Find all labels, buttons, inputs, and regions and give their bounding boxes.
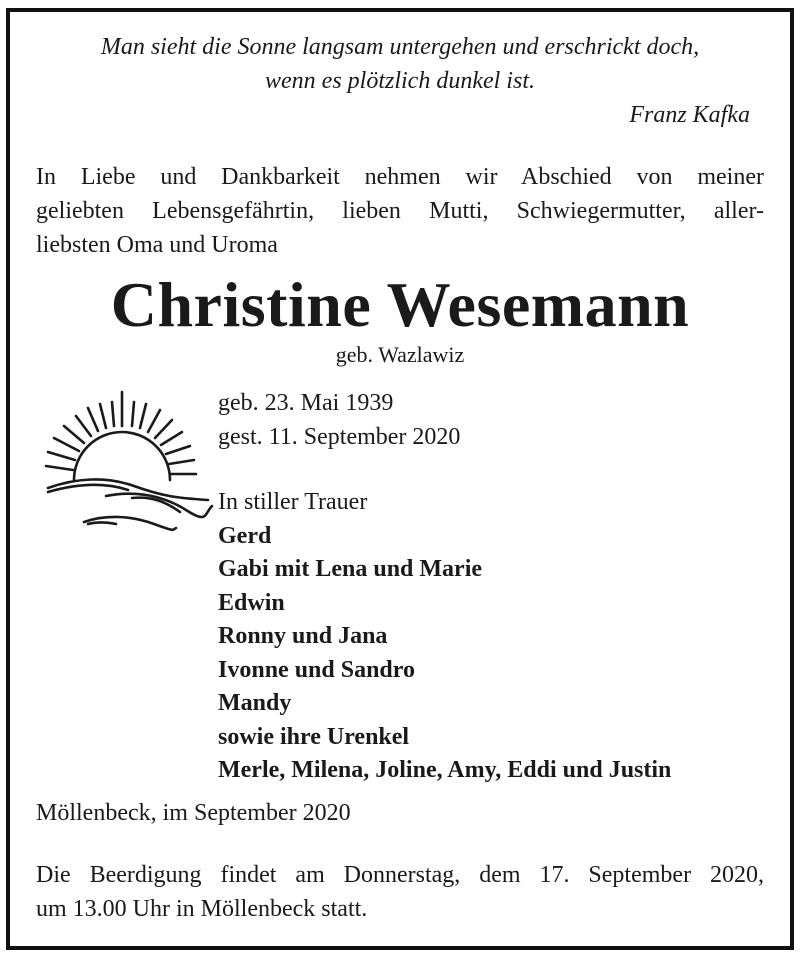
intro-line-3: liebsten Oma und Uroma	[36, 232, 278, 258]
intro-text	[36, 160, 764, 262]
mourner-name: Merle, Milena, Joline, Amy, Eddi und Justin	[218, 757, 672, 783]
mourner-name: Gerd	[218, 522, 272, 549]
obituary-frame	[6, 8, 794, 950]
mourner-name: Ronny und Jana	[218, 623, 388, 649]
funeral-line-2: um 13.00 Uhr in Möllenbeck statt.	[36, 896, 368, 922]
life-dates	[218, 386, 460, 454]
intro-line-2: geliebten Lebensgefährtin, lieben Mutti, Schwiegermutter, aller-	[36, 198, 764, 224]
mourner-name: Ivonne und Sandro	[218, 656, 415, 683]
maiden-name: geb. Wazlawiz	[335, 342, 465, 367]
mourners-list	[218, 486, 671, 788]
quote-line-1: Man sieht die Sonne langsam untergehen und erschrickt doch,	[100, 34, 700, 60]
mourner-name: Gabi mit Lena und Marie	[218, 556, 483, 582]
sunset-icon	[36, 382, 216, 547]
death-date: gest. 11. September 2020	[218, 424, 461, 450]
mourner-name: Edwin	[218, 589, 285, 616]
quote-line-2: wenn es plötzlich dunkel ist.	[265, 68, 535, 94]
birth-date: geb. 23. Mai 1939	[218, 390, 394, 416]
place-date: Möllenbeck, im September 2020	[36, 800, 351, 826]
mourners-lead: In stiller Trauer	[218, 489, 368, 515]
deceased-name: Christine Wesemann	[110, 269, 690, 340]
funeral-line-1: Die Beerdigung findet am Donnerstag, dem 17. September 2020,	[36, 862, 764, 888]
funeral-notice	[36, 858, 764, 926]
quote-author: Franz Kafka	[629, 102, 750, 128]
intro-line-1: In Liebe und Dankbarkeit nehmen wir Abschied von meiner	[36, 164, 764, 190]
mourner-name: sowie ihre Urenkel	[218, 723, 410, 750]
mourner-name: Mandy	[218, 690, 292, 716]
